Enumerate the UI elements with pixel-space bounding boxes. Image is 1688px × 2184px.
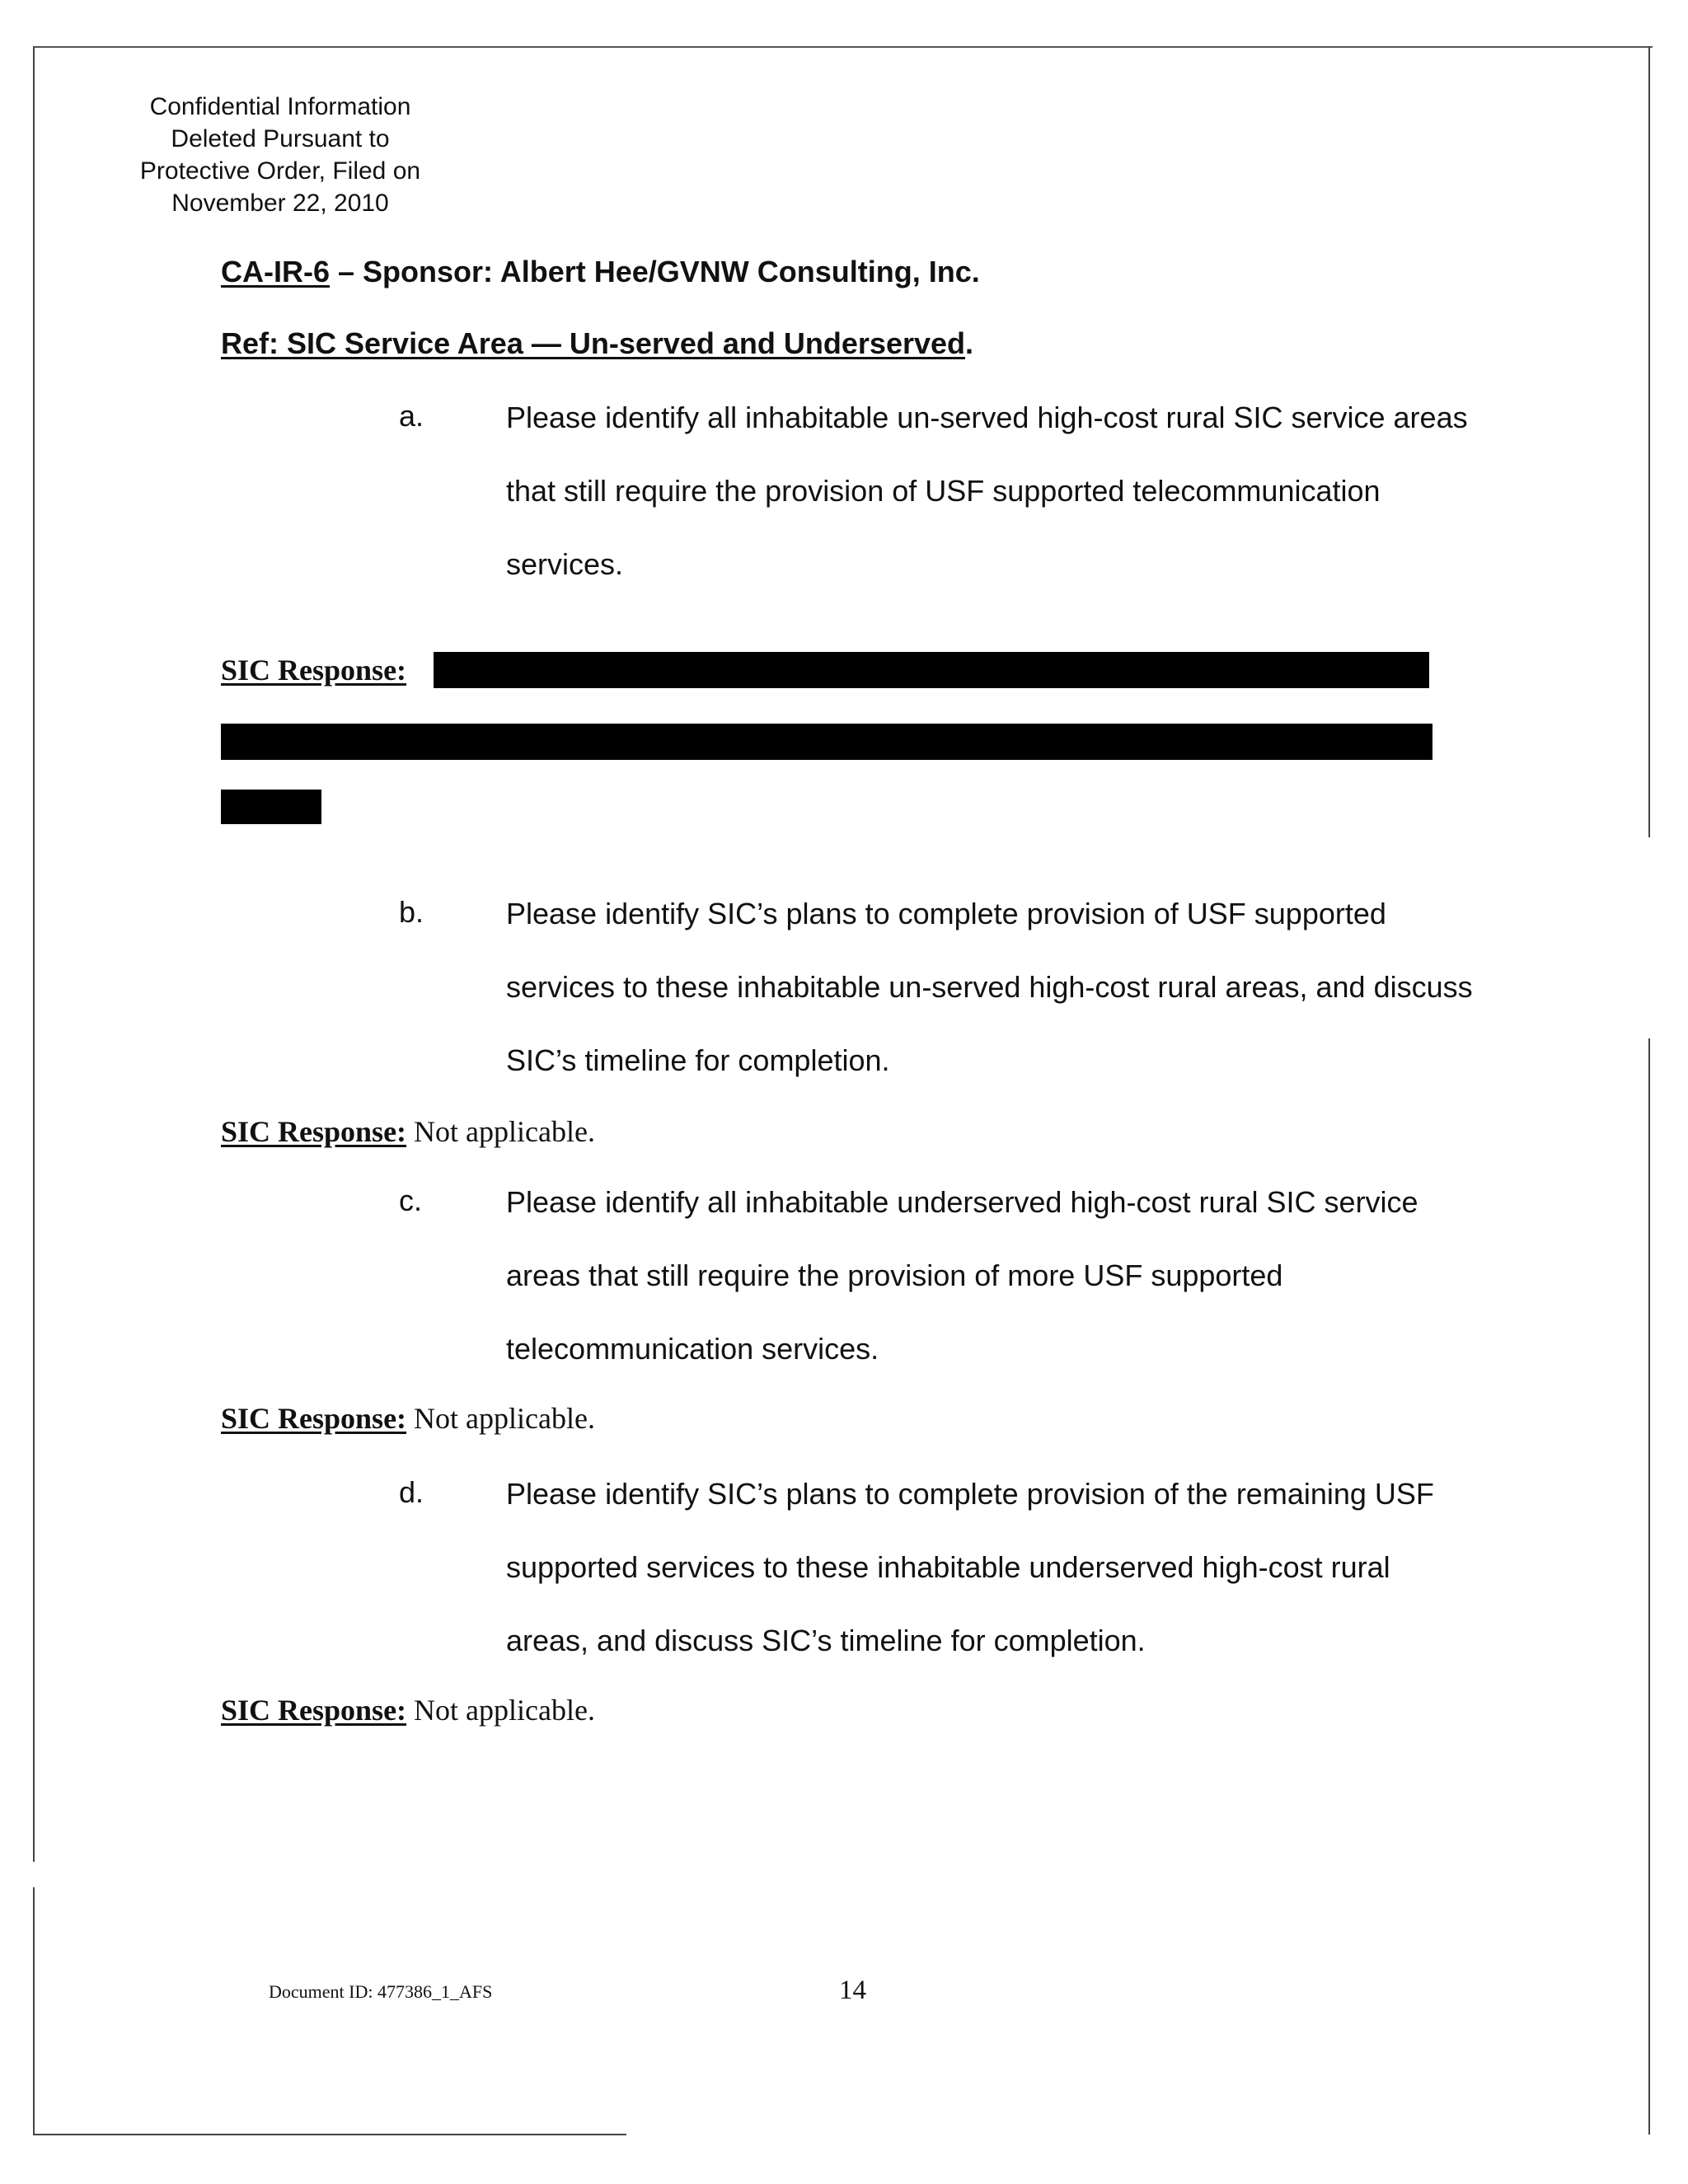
response-c	[221, 1401, 595, 1436]
request-id: CA-IR-6	[221, 255, 330, 288]
request-sponsor: – Sponsor: Albert Hee/GVNW Consulting, Inc.	[338, 255, 980, 288]
reference-heading	[221, 326, 973, 361]
response-label: SIC Response:	[221, 1115, 407, 1148]
confidential-notice-line: Deleted Pursuant to	[171, 125, 390, 152]
item-question-a: Please identify all inhabitable un-served high-cost rural SIC service areas that still require the provision of USF supported telecommunication services.	[506, 401, 1468, 581]
response-label: SIC Response:	[221, 1694, 407, 1727]
page-border-bottom	[33, 2134, 626, 2135]
item-label-c: c.	[399, 1183, 423, 1217]
confidential-notice	[124, 91, 437, 219]
response-text: Not applicable.	[414, 1694, 595, 1727]
item-label-b: b.	[399, 895, 424, 929]
page-border-right-upper	[1648, 46, 1650, 837]
item-question-b: Please identify SIC’s plans to complete provision of USF supported services to these inhabitable un-served high-cost rural areas, and discuss SIC’s timeline for completion.	[506, 897, 1473, 1077]
page-border-right-lower	[1648, 1038, 1650, 2135]
item-label-d: d.	[399, 1475, 424, 1509]
page-border-left-lower	[33, 1887, 35, 2135]
response-label: SIC Response:	[221, 654, 407, 687]
response-d	[221, 1693, 595, 1727]
item-question-d: Please identify SIC’s plans to complete provision of the remaining USF supported services to these inhabitable underserved high-cost rural areas, and discuss SIC’s timeline for completion.	[506, 1477, 1434, 1657]
redaction-block	[221, 724, 1432, 760]
page-border-left	[33, 46, 35, 1862]
item-label-a: a.	[399, 399, 424, 433]
redaction-block	[434, 652, 1429, 688]
item-question-c: Please identify all inhabitable underserved high-cost rural SIC service areas that still require the provision of more USF supported telecommunication services.	[506, 1185, 1418, 1366]
response-label: SIC Response:	[221, 1402, 407, 1435]
document-id: Document ID: 477386_1_AFS	[269, 1981, 493, 2002]
reference-text: Ref: SIC Service Area — Un-served and Underserved	[221, 326, 966, 360]
confidential-notice-line: Protective Order, Filed on	[139, 157, 421, 185]
confidential-notice-line: Confidential Information	[149, 93, 411, 120]
page-number: 14	[839, 1975, 866, 2005]
redaction-block	[221, 790, 321, 824]
response-text: Not applicable.	[414, 1402, 595, 1435]
request-heading	[221, 255, 980, 289]
confidential-notice-line: November 22, 2010	[171, 190, 389, 217]
reference-period: .	[965, 326, 974, 360]
response-b	[221, 1114, 595, 1149]
page-border-top	[33, 46, 1653, 48]
response-text: Not applicable.	[414, 1115, 595, 1148]
response-a	[221, 653, 406, 687]
